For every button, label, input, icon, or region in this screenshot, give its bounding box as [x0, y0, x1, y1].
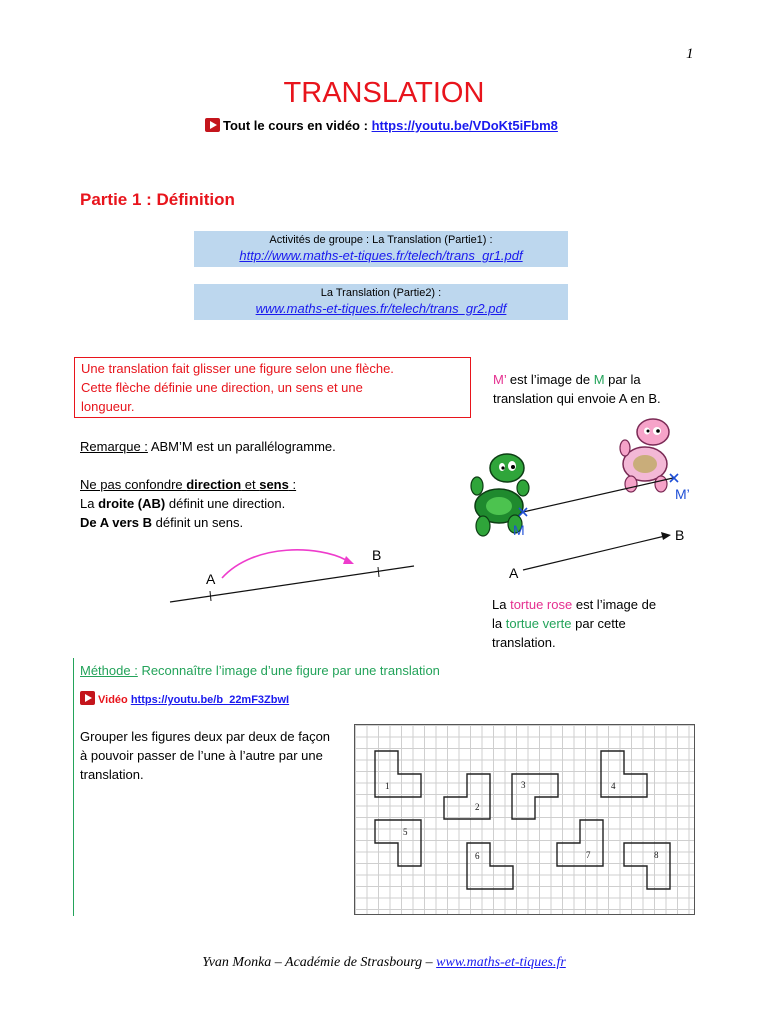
play-icon — [205, 118, 220, 132]
activity-box-1 — [194, 231, 568, 267]
figure-7 — [557, 820, 603, 866]
figure-label-6: 6 — [475, 851, 480, 861]
section-heading: Partie 1 : Définition — [80, 190, 235, 209]
caption-m: M — [593, 372, 605, 387]
remark — [80, 437, 336, 456]
method-text: Reconnaître l’image d’une figure par une translation — [137, 663, 440, 678]
confuse-l1-b: droite (AB) — [98, 496, 166, 511]
turtle-caption-line-1 — [492, 595, 692, 614]
confuse-title-e: : — [288, 477, 297, 492]
page-title: TRANSLATION — [283, 77, 485, 109]
pink-arc — [222, 550, 346, 578]
figure-1 — [375, 751, 421, 797]
image-caption-line-1 — [493, 370, 693, 389]
label-a: A — [206, 571, 216, 587]
exercise-line-1: Grouper les figures deux par deux de façon — [80, 729, 331, 744]
method-sidebar — [73, 658, 74, 916]
confuse-title-a: Ne pas confondre — [80, 477, 187, 492]
activity-link-1[interactable]: http://www.maths-et-tiques.fr/telech/trans_gr1.pdf — [239, 248, 523, 263]
label-b: B — [372, 547, 382, 563]
turtle-diagram — [465, 418, 705, 588]
turtle-t1: La — [492, 597, 511, 612]
figure-label-2: 2 — [475, 802, 480, 812]
figure-label-8: 8 — [654, 850, 659, 860]
figure-5 — [375, 820, 421, 866]
play-icon — [80, 691, 95, 705]
confuse-title — [80, 475, 296, 494]
definition-line-1: Une translation fait glisser une figure selon une flèche. — [81, 361, 394, 376]
video2-link[interactable]: https://youtu.be/b_22mF3ZbwI — [130, 694, 290, 706]
turtle-caption-line-3: translation. — [492, 635, 556, 650]
turtle-t3: la — [492, 616, 506, 631]
footer — [0, 955, 768, 971]
label-m: M — [513, 522, 525, 538]
page-number: 1 — [686, 46, 694, 62]
activity-box-2 — [194, 284, 568, 320]
activity-text-2: La Translation (Partie2) : — [320, 287, 442, 299]
confuse-title-c: et — [241, 477, 260, 492]
vector-ab — [523, 536, 665, 570]
figure-3 — [512, 774, 558, 819]
confuse-block — [80, 475, 296, 532]
footer-link[interactable]: www.maths-et-tiques.fr — [436, 955, 566, 970]
figure-grid — [354, 724, 695, 915]
activity-link-2[interactable]: www.maths-et-tiques.fr/telech/trans_gr2.pdf — [255, 301, 507, 316]
remark-label: Remarque : — [80, 439, 148, 454]
confuse-line-1 — [80, 494, 296, 513]
video-course-link[interactable]: https://youtu.be/VDoKt5iFbm8 — [371, 118, 558, 133]
turtle-caption-line-2 — [492, 614, 692, 633]
vector-arrowhead — [661, 532, 671, 540]
label-m-prime: M’ — [675, 486, 690, 502]
figure-2 — [444, 774, 490, 819]
caption-m-prime: M’ — [493, 372, 507, 387]
activity-text-1: Activités de groupe : La Translation (Partie1) : — [269, 234, 493, 246]
remark-text: ABM’M est un parallélogramme. — [147, 439, 336, 454]
figure-label-1: 1 — [385, 781, 390, 791]
figure-label-5: 5 — [403, 827, 408, 837]
turtle-caption — [492, 595, 692, 652]
turtle-t4: par cette — [571, 616, 626, 631]
tick-a — [210, 591, 211, 601]
definition-line-3: longueur. — [81, 399, 135, 414]
confuse-l1-a: La — [80, 496, 99, 511]
video-course-line — [205, 118, 558, 133]
label-b2: B — [675, 527, 685, 543]
figure-4 — [601, 751, 647, 797]
figure-label-7: 7 — [586, 850, 591, 860]
figure-8 — [624, 843, 670, 889]
exercise-line-3: translation. — [80, 767, 144, 782]
video-course-label: Tout le cours en vidéo : — [223, 118, 372, 133]
arrow-mm — [523, 478, 673, 512]
definition-line-2: Cette flèche définie une direction, un sens et une — [81, 380, 363, 395]
caption-t1: est l’image de — [506, 372, 594, 387]
confuse-title-b: direction — [186, 477, 242, 492]
confuse-l2-a: De A vers B — [80, 515, 153, 530]
confuse-title-d: sens — [259, 477, 289, 492]
image-caption-line-2: translation qui envoie A en B. — [493, 391, 661, 406]
footer-text: Yvan Monka – Académie de Strasbourg – — [202, 955, 437, 970]
confuse-l2-b: définit un sens. — [152, 515, 244, 530]
figure-label-4: 4 — [611, 781, 616, 791]
method-heading — [80, 661, 440, 680]
video2-label: Vidéo — [98, 694, 131, 706]
confuse-line-2 — [80, 513, 296, 532]
video2-line — [80, 691, 289, 706]
caption-t2: par la — [604, 372, 641, 387]
figure-6 — [467, 843, 513, 889]
image-caption — [493, 370, 693, 408]
tick-b — [378, 567, 379, 577]
turtle-pink-text: tortue rose — [510, 597, 573, 612]
turtle-green-text: tortue verte — [505, 616, 572, 631]
direction-diagram — [160, 540, 420, 612]
pink-arrowhead — [343, 556, 354, 564]
turtle-t2: est l’image de — [572, 597, 657, 612]
figure-shapes — [355, 725, 694, 914]
confuse-l1-c: définit une direction. — [165, 496, 286, 511]
figure-label-3: 3 — [521, 780, 526, 790]
label-a2: A — [509, 565, 519, 581]
exercise-text — [80, 727, 350, 784]
definition-box — [74, 357, 471, 418]
exercise-line-2: à pouvoir passer de l’une à l’autre par une — [80, 748, 323, 763]
method-label: Méthode : — [80, 663, 138, 678]
